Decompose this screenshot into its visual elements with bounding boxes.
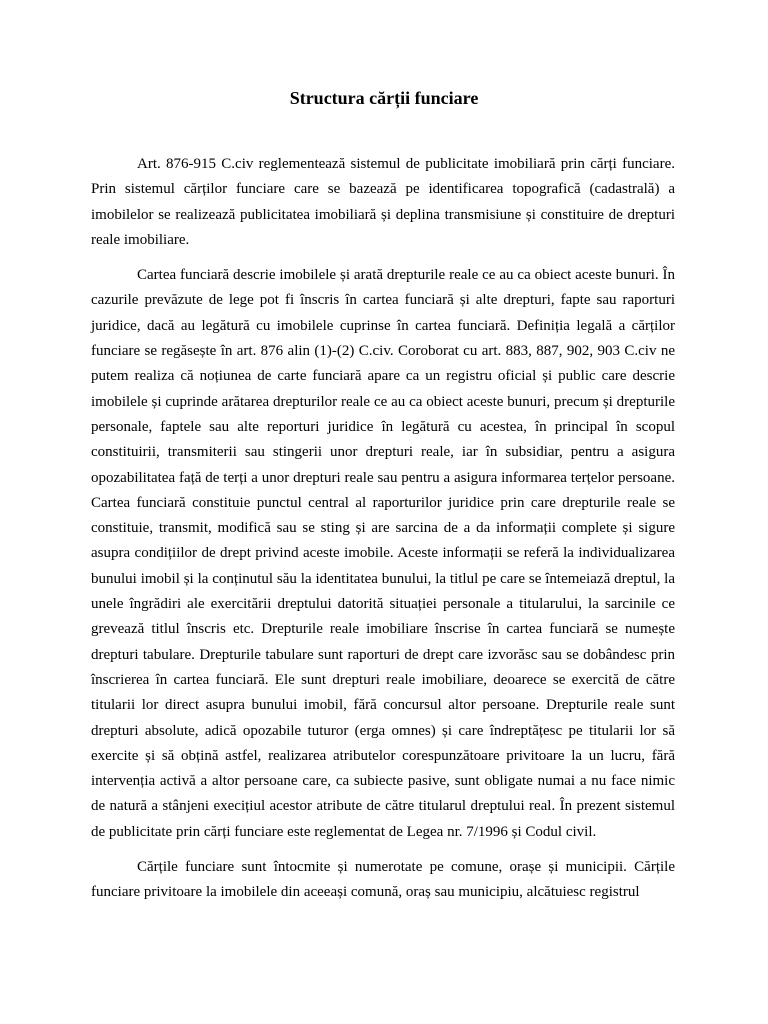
document-title: Structura cărții funciare	[289, 88, 479, 108]
paragraph-1: Art. 876-915 C.civ reglementează sistemul de publicitate imobiliară prin cărți funciare. Prin sistemul cărților funciare care se bazează pe identificarea topografică (cadastrală) a imobilelor se realizează publicitatea imobiliară și deplina transmisiune și constituire de drepturi reale imobiliare.	[91, 156, 675, 248]
paragraph-3: Cărțile funciare sunt întocmite și numerotate pe comune, orașe și municipii. Cărțile funciare privitoare la imobilele din aceeași comună, oraș sau municipiu, alcătuiesc registrul	[91, 859, 675, 901]
paragraph-2: Cartea funciară descrie imobilele și arată drepturile reale ce au ca obiect aceste bunuri. În cazurile prevăzute de lege pot fi înscris în cartea funciară și alte drepturi, fapte sau raporturi juridice, dacă au legătură cu imobilele cuprinse în cartea funciară. Definiția legală a cărților funciare se regăsește în art. 876 alin (1)-(2) C.civ. Coroborat cu art. 883, 887, 902, 903 C.civ ne putem realiza că noțiunea de carte funciară apare ca un registru oficial și public care descrie imobilele și cuprinde arătarea drepturilor reale ce au ca obiect aceste bunuri, precum și drepturile personale, faptele sau alte reporturi juridice în legătură cu acestea, în principal în scopul constituirii, transmiterii sau stingerii unor drepturi reale, iar în subsidiar, pentru a asigura opozabilitatea față de terți a unor drepturi reale sau pentru a asigura informarea terțelor persoane. Cartea funciară constituie punctul central al raporturilor juridice prin care drepturile reale se constituie, transmit, modifică sau se sting și are sarcina de a da informații complete și sigure asupra condițiilor de drept privind aceste imobile. Aceste informații se referă la individualizarea bunului imobil și la conținutul său la identitatea bunului, la titlul pe care se întemeiază dreptul, la unele îngrădiri ale exercitării dreptului datorită situației personale a titularului, la sarcinile ce grevează titlul înscris etc. Drepturile reale imobiliare înscrise în cartea funciară se numește drepturi tabulare. Drepturile tabulare sunt raporturi de drept care izvorăsc sau se dobândesc prin înscrierea în cartea funciară. Ele sunt drepturi reale imobiliare, deoarece se exercită de către titularii lor direct asupra bunului imobil, fără concursul altor persoane. Drepturile reale sunt drepturi absolute, adică opozabile tuturor (erga omnes) și care îndreptățesc pe titularii lor să exercite și să obțină astfel, realizarea atributelor corespunzătoare privitoare la un lucru, fără intervenția activă a altor persoane care, ca subiecte pasive, sunt obligate numai a nu face nimic de natură a stânjeni execițiul acestor atribute de către titularul dreptului real. În prezent sistemul de publicitate prin cărți funciare este reglementat de Legea nr. 7/1996 și Codul civil.	[91, 267, 675, 840]
document-body	[91, 152, 675, 916]
